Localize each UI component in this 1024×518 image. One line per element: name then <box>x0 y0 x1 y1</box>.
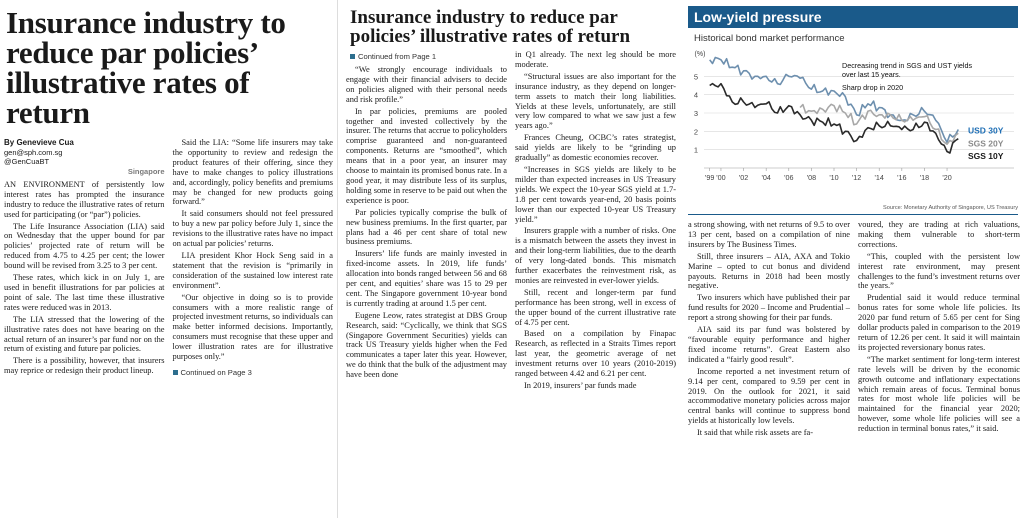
y-tick-label: 2 <box>693 127 698 137</box>
annotation-trend: Decreasing trend in SGS and UST yields <box>842 61 973 70</box>
page1-headline: Insurance industry to reduce par policies’ illustrative rates of return <box>6 5 286 130</box>
series-label: USD 30Y <box>968 125 1004 136</box>
page3-headline: Insurance industry to reduce par policies’ illustrative rates of return <box>350 7 631 47</box>
paragraph: The Life Insurance Association (LIA) said on Wednesday that the upper bound for par policies’ projected rate of return will be reduced from 4.75 to 4.25 per cent; the lower bound will be revised from 3.25 to 3 per cent. <box>4 221 165 271</box>
paragraph: “The market sentiment for long-term interest rate levels will be driven by the economic growth outcome and inflationary expectations which remain areas of focus. Terminal bonus rates for most whole life policies will be maintained for the financial year 2020; however, some whole life policies will see a reduction in terminal bonus rates,” it said. <box>858 354 1020 434</box>
paragraph: These rates, which kick in on July 1, are used in benefit illustrations for par policies at point of sale. The last time these illustrative rates were reduced was in 2013. <box>4 273 165 312</box>
paragraph: LIA president Khor Hock Seng said in a statement that the revision is “primarily in consideration of the sustained low interest rate environment”. <box>172 250 333 290</box>
page3-column-3 <box>688 220 850 440</box>
x-tick-label: '00 <box>716 173 726 182</box>
author-twitter[interactable]: @GenCuaBT <box>4 157 50 166</box>
paragraph: Said the LIA: “Some life insurers may take the opportunity to review and redesign the product features of their offering, since they have to make changes to policy illustrations and, accordingly, policy benefits and premiums may be changed for new products going forward.” <box>172 138 333 207</box>
paragraph: AIA said its par fund was bolstered by “favourable equity performance and higher fixed income returns”. Great Eastern also indicated a “fairly good result”. <box>688 325 850 364</box>
annotation-trend-2: over last 15 years. <box>842 70 901 79</box>
paragraph: “Our objective in doing so is to provide consumers with a more realistic range of projected investment returns, so individuals can make better informed decisions. Importantly, consumers must recognise that these upper and lower illustration rates are for illustrative purposes only.” <box>172 292 333 362</box>
paragraph: It said consumers should not feel pressured to buy a new par policy before July 1, since the revisions to the illustrative rates have no impact on actual par policies’ returns. <box>172 209 333 249</box>
x-tick-label: '02 <box>738 173 749 182</box>
paragraph: Income reported a net investment return of 9.14 per cent, compared to 9.59 per cent in 2019. On the outlook for 2021, it said accommodative monetary policies across major central banks will continue to suppress bond yields at historically low levels. <box>688 366 850 426</box>
paragraph: “Structural issues are also important for the insurance industry, as they depend on longer-term assets to match their long liabilities. Yields at these levels, unfortunately, are still very low compared to what we saw just a few years ago.” <box>515 71 676 131</box>
paragraph: Based on a compilation by Finapac Research, as reflected in a Straits Times report last year, the geometric average of net investment returns over 10 years (2010-2019) ranged between 4.42 and 6.21 per cent. <box>515 329 676 379</box>
page3-lower-columns <box>684 220 1024 440</box>
paragraph: Still, three insurers – AIA, AXA and Tokio Marine – opted to cut bonus and dividend payouts. Returns in 2018 had been mostly negative. <box>688 251 850 291</box>
paragraph: It said that while risk assets are fa- <box>697 428 814 438</box>
x-tick-label: '16 <box>897 173 907 182</box>
chart-divider <box>688 214 1018 215</box>
y-tick-label: 1 <box>693 145 698 155</box>
paragraph: “Increases in SGS yields are likely to be milder than expected increases in US Treasury yields. We expect the 10-year SGS yield at 1.7-1.8 per cent towards year-end, 20 basis points lower than our expected 10-year US Treasury yield.” <box>515 164 676 224</box>
paragraph: The LIA stressed that the lowering of the illustrative rates does not have bearing on the actual return of an insurer’s par fund nor on the return of existing and future par policies. <box>4 314 165 354</box>
paragraph: “This, coupled with the persistent low interest rate environment, may present challenges to the fund’s investment returns over the years.” <box>858 251 1020 291</box>
y-tick-label: 4 <box>693 90 698 100</box>
x-tick-label: '18 <box>919 173 930 182</box>
paragraph: Insurers’ life funds are mainly invested in fixed-income assets. In 2019, life funds’ allocation into bonds ranged between 56 and 68 per cent, and equities’ share was 15 to 29 per cent. The Singapore government 10-year bond is currently trading at around 1.5 per cent. <box>346 249 507 308</box>
x-tick-label: '12 <box>851 173 862 182</box>
annotation-drop: Sharp drop in 2020 <box>842 83 904 92</box>
y-tick-label: 5 <box>693 72 698 82</box>
bond-yield-chart <box>684 48 1024 204</box>
continued-on-link[interactable] <box>173 368 334 378</box>
page1-column-1 <box>4 138 165 378</box>
page3-column-4 <box>858 220 1020 440</box>
x-tick-label: '06 <box>784 173 794 182</box>
chart-subtitle: Historical bond market performance <box>694 33 845 44</box>
y-tick-label: 3 <box>693 109 698 118</box>
paragraph: In par policies, premiums are pooled together and invested collectively by the insurer. The returns that accrue to policyholders comprise guaranteed and non-guaranteed components. Returns are “smoothed”, which means that in a poor year, an insurer may choose to maintain its promised bonus rate. In a good year, it may distribute less of its surplus, holding some in reserve to be paid out when the experience is poor. <box>346 106 507 205</box>
chart-source: Source: Monetary Authority of Singapore, US Treasury <box>883 205 1018 211</box>
paragraph: AN ENVIRONMENT of persistently low interest rates has prompted the insurance industry to reduce the illustrative rates of return used for participating (or “par”) policies. <box>4 179 165 219</box>
paragraph: Two insurers which have published their par fund results for 2020 – Income and Prudential – report a strong showing for their par funds. <box>688 293 850 323</box>
paragraph: Frances Cheung, OCBC’s rates strategist, said yields are likely to be “grinding up gradually” as domestic economies recover. <box>515 133 676 163</box>
continued-from-text: Continued from Page 1 <box>358 52 437 61</box>
article-page-1 <box>0 0 338 518</box>
paragraph: Prudential said it would reduce terminal bonus rates for some whole life policies. Its 2020 par fund return of 5.65 per cent for Sing dollar products paled in comparison to the 2019 return of 12.26 per cent. It said it will maintain its projected reversionary bonus rates. <box>858 293 1020 352</box>
paragraph: in Q1 already. The next leg should be more moderate. <box>515 50 676 69</box>
paragraph: Par policies typically comprise the bulk of new business premiums. In the first quarter, par plans had a 46 per cent share of total new business premiums. <box>346 207 507 247</box>
article-page-3-continued <box>684 0 1024 518</box>
paragraph: In 2019, insurers’ par funds made <box>524 381 637 390</box>
article-page-3 <box>342 0 680 518</box>
paragraph: There is a possibility, however, that insurers may reprice or redesign their product lineup. <box>4 356 165 376</box>
x-tick-label: '20 <box>942 173 952 182</box>
page1-column-2 <box>173 138 334 378</box>
series-label: SGS 10Y <box>968 151 1004 162</box>
x-tick-label: '08 <box>806 173 817 182</box>
paragraph: a strong showing, with net returns of 9.5 to over 13 per cent, based on a compilation of nine insurers by The Business Times. <box>688 220 850 249</box>
x-tick-label: '04 <box>761 173 771 182</box>
paragraph: Still, recent and longer-term par fund performance has been strong, well in excess of the upper bound of the current illustrative rate of 4.75 per cent. <box>515 287 676 327</box>
chart-title: Low-yield pressure <box>688 6 1018 28</box>
page3-column-2 <box>515 50 676 393</box>
page1-columns <box>0 138 337 378</box>
x-tick-label: '99 <box>704 173 715 182</box>
series-line-usd-30y <box>710 58 959 143</box>
author-email[interactable]: gen@sph.com.sg <box>4 148 63 157</box>
jump-marker-icon <box>350 54 355 59</box>
jump-marker-icon <box>173 370 178 375</box>
paragraph: “We strongly encourage individuals to engage with their financial advisers to decide on policies aligned with their personal needs and risk profile.” <box>346 65 507 104</box>
y-axis-label: (%) <box>694 51 706 58</box>
paragraph: voured, they are trading at rich valuations, making them vulnerable to short-term corrections. <box>858 220 1020 249</box>
x-tick-label: '10 <box>829 173 839 182</box>
section-label: Singapore <box>127 167 165 176</box>
continued-on-text: Continued on Page 3 <box>180 367 252 377</box>
byline: By Genevieve Cua <box>4 138 74 147</box>
x-tick-label: '14 <box>874 173 884 182</box>
series-label: SGS 20Y <box>968 138 1004 149</box>
paragraph: Eugene Leow, rates strategist at DBS Group Research, said: “Cyclically, we think that SGS (Singapore Government Securities) yields can track US Treasury yields higher when the Fed communicates a taper later this year. However, we do think that the bulk of the adjustment may have been done <box>346 310 507 380</box>
series-line-sgs-10y <box>710 84 959 153</box>
paragraph: Insurers grapple with a number of risks. One is a mismatch between the assets they invest in and their long-term liabilities, due to the dearth of very long-dated bonds. This mismatch further exacerbates the reinvestment risk, as monies are reinvested in ever-lower yields. <box>515 226 676 285</box>
page3-column-1 <box>346 65 507 393</box>
